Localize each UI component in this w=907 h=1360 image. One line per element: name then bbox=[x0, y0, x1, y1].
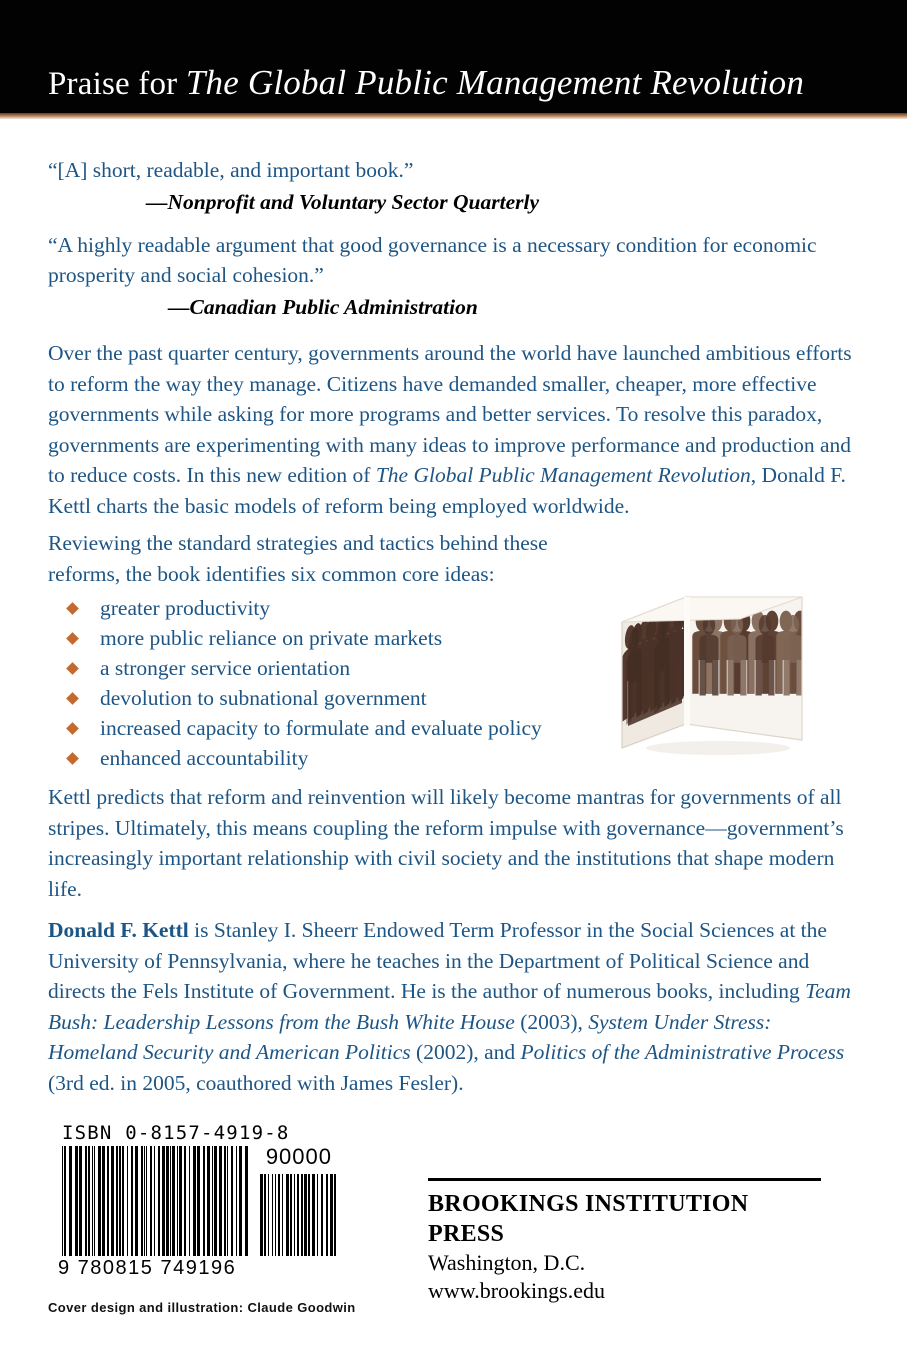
review-quote-2 bbox=[48, 230, 860, 322]
author-book-title-2: System Under Stress: Homeland Security and American Politics bbox=[48, 1009, 772, 1064]
publisher-website[interactable]: www.brookings.edu bbox=[428, 1278, 605, 1303]
description-paragraph-3 bbox=[48, 782, 860, 904]
publisher-name: BROOKINGS INSTITUTION PRESS bbox=[428, 1191, 749, 1247]
review-quote-1 bbox=[48, 155, 860, 217]
diamond-bullet-icon bbox=[66, 632, 79, 645]
core-idea-label: increased capacity to formulate and evaluate policy bbox=[100, 716, 542, 740]
list-item bbox=[48, 623, 623, 653]
author-bio bbox=[48, 915, 860, 1098]
ean-barcode-bars bbox=[62, 1146, 252, 1256]
header-book-title: The Global Public Management Revolution bbox=[185, 63, 805, 102]
core-idea-label: greater productivity bbox=[100, 596, 271, 620]
desc-p1-part2: , Donald F. Kettl charts the basic models of reform being employed worldwide. bbox=[48, 463, 846, 518]
barcode-block bbox=[48, 1122, 338, 1280]
publisher-rule bbox=[428, 1178, 821, 1181]
review-quote-2-source: —Canadian Public Administration bbox=[168, 295, 478, 319]
core-idea-label: enhanced accountability bbox=[100, 746, 309, 770]
tan-divider-rule bbox=[0, 113, 907, 119]
praise-prefix: Praise for bbox=[48, 66, 186, 102]
list-item bbox=[48, 683, 623, 713]
page-title bbox=[48, 63, 804, 103]
cube-illustration-svg bbox=[614, 585, 810, 760]
publisher-block bbox=[428, 1178, 828, 1305]
diamond-bullet-icon bbox=[66, 752, 79, 765]
list-item bbox=[48, 713, 623, 743]
author-bio-part4: (3rd ed. in 2005, coauthored with James Fesler). bbox=[48, 1070, 464, 1095]
ean-digits-label: 9 780815 749196 bbox=[58, 1257, 237, 1279]
desc-p1-part1: Over the past quarter century, governments around the world have launched ambitious efforts to reform the way they manage. Citizens have demanded smaller, cheaper, more effective governments while asking for more programs and better services. To resolve this paradox, governments are experimenting with many ideas to improve performance and production and to reduce costs. In this new edition of bbox=[48, 341, 852, 487]
diamond-bullet-icon bbox=[66, 602, 79, 615]
author-book-title-1: Team Bush: Leadership Lessons from the Bush White House bbox=[48, 979, 851, 1034]
cover-credit-line: Cover design and illustration: Claude Goodwin bbox=[48, 1300, 356, 1315]
core-ideas-section bbox=[48, 528, 623, 773]
publisher-city: Washington, D.C. bbox=[428, 1250, 586, 1275]
description-paragraph-1 bbox=[48, 338, 860, 521]
review-quote-2-text: “A highly readable argument that good governance is a necessary condition for economic prosperity and social cohesion.” bbox=[48, 233, 817, 287]
author-bio-part1: is Stanley I. Sheerr Endowed Term Professor in the Social Sciences at the University of Pennsylvania, where he teaches in the Department of Political Science and directs the Fels Institute of Government. He is the author of numerous books, including bbox=[48, 918, 827, 1003]
description-paragraph-1-text bbox=[48, 338, 860, 521]
author-book-title-3: Politics of the Administrative Process bbox=[520, 1040, 845, 1064]
isbn-label: ISBN 0-8157-4919-8 bbox=[62, 1122, 290, 1144]
description-paragraph-2-text: Reviewing the standard strategies and tactics behind these reforms, the book identifies six common core ideas: bbox=[48, 531, 548, 586]
diamond-bullet-icon bbox=[66, 692, 79, 705]
desc-p1-book-title: The Global Public Management Revolution bbox=[375, 463, 751, 487]
diamond-bullet-icon bbox=[66, 722, 79, 735]
list-item bbox=[48, 743, 623, 773]
author-name: Donald F. Kettl bbox=[48, 918, 189, 942]
core-ideas-list bbox=[48, 593, 623, 773]
author-bio-part3: (2002), and bbox=[410, 1040, 521, 1064]
review-quote-1-text: “[A] short, readable, and important book.” bbox=[48, 158, 414, 182]
core-idea-label: a stronger service orientation bbox=[100, 656, 351, 680]
core-idea-label: more public reliance on private markets bbox=[100, 626, 443, 650]
core-idea-label: devolution to subnational government bbox=[100, 686, 427, 710]
price-addon-barcode-bars bbox=[260, 1174, 338, 1256]
header-band bbox=[0, 0, 907, 113]
list-item bbox=[48, 653, 623, 683]
author-bio-text bbox=[48, 915, 860, 1098]
list-item bbox=[48, 593, 623, 623]
diamond-bullet-icon bbox=[66, 662, 79, 675]
description-paragraph-3-text: Kettl predicts that reform and reinvention will likely become mantras for governments of all stripes. Ultimately, this means coupling the reform impulse with governance—government’s increasingly important relationship with civil society and the institutions that shape modern life. bbox=[48, 785, 844, 901]
price-code-label: 90000 bbox=[265, 1144, 332, 1169]
review-quote-1-source: —Nonprofit and Voluntary Sector Quarterly bbox=[146, 190, 540, 214]
author-bio-part2: (2003), bbox=[514, 1009, 589, 1034]
cube-of-people-illustration bbox=[614, 585, 810, 760]
